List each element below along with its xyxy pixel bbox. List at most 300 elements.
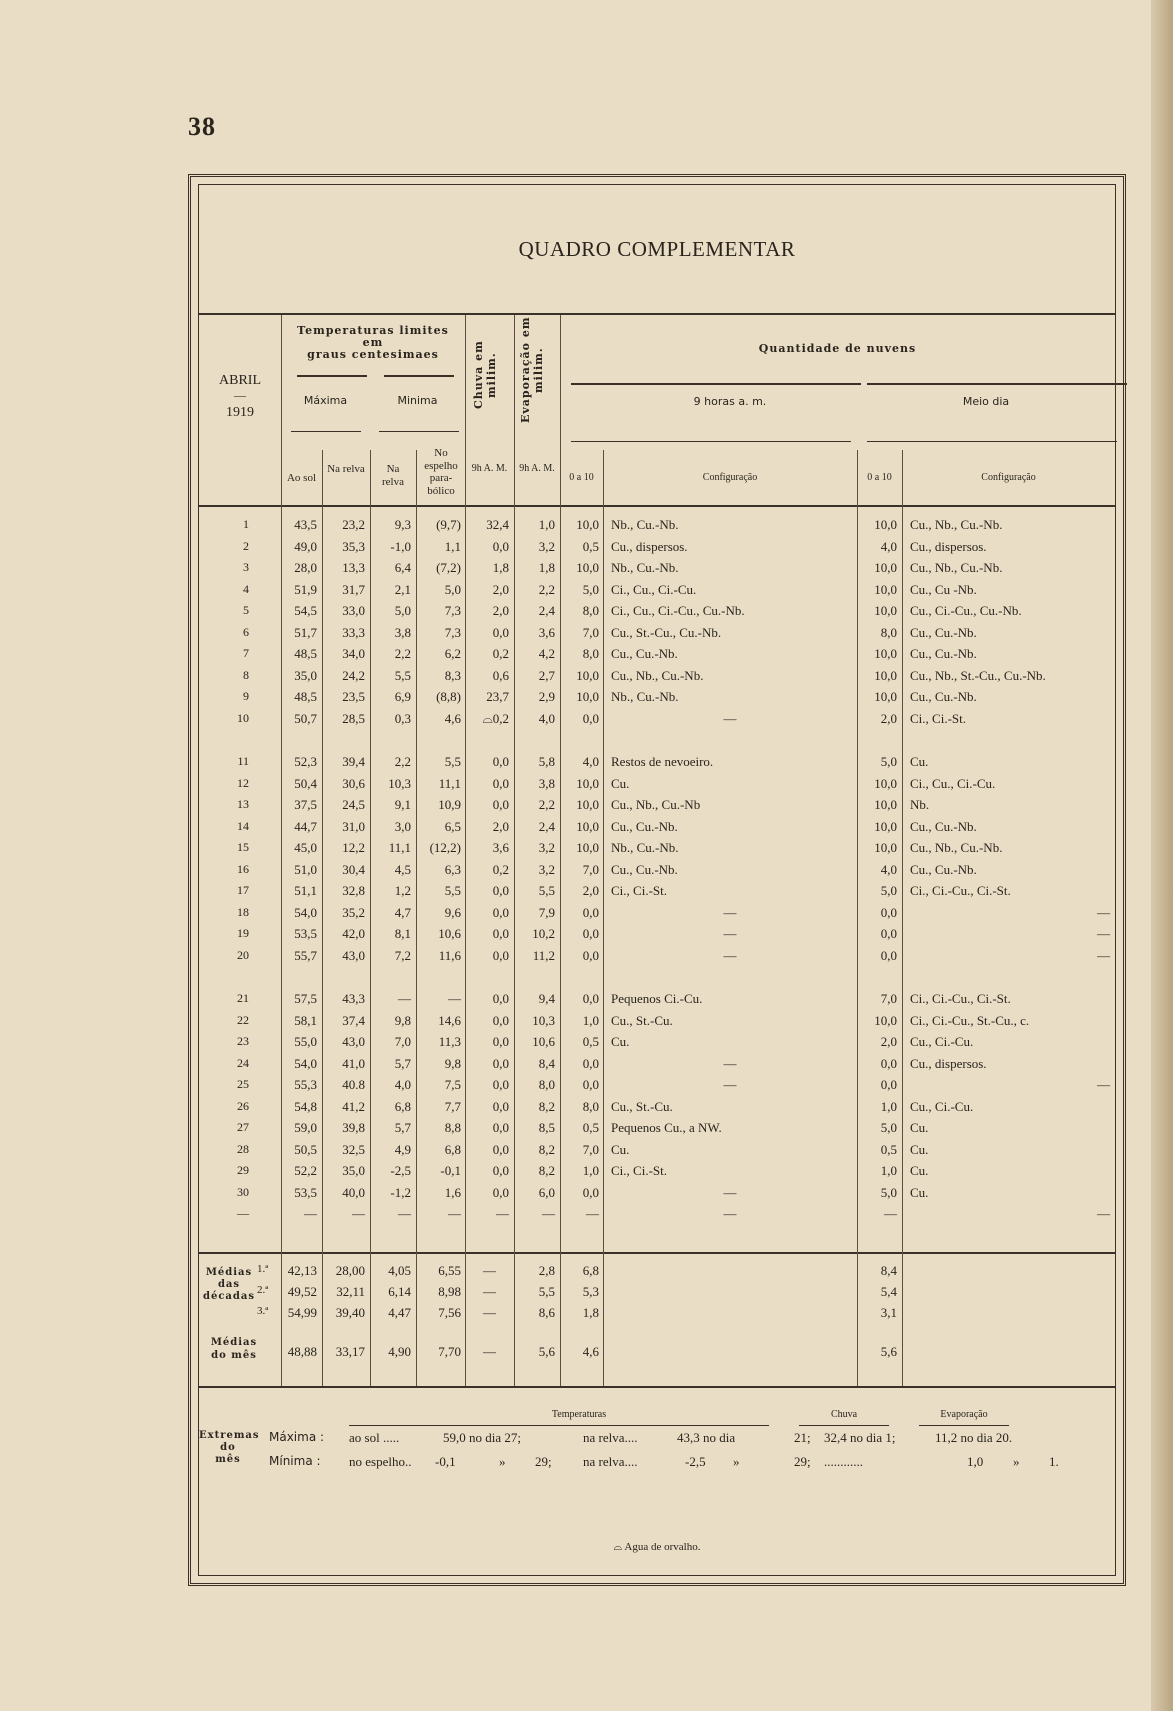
day-cell: 28 <box>237 1141 249 1156</box>
decada-min-relva: 4,47 <box>388 1305 411 1320</box>
evap-cell: 5,8 <box>538 754 555 769</box>
chuva-cell: 0,0 <box>492 904 509 920</box>
config-meio-dia-cell: Cu., Nb., Cu.-Nb. <box>910 840 1003 855</box>
nuvens-9h-cell: 10,0 <box>576 517 599 532</box>
min-espelho-cell: 8,3 <box>444 667 461 683</box>
nuvens-9h-cell: 0,5 <box>582 1034 599 1049</box>
day-cell: 27 <box>237 1120 249 1134</box>
config-meio-dia-cell: — <box>1097 904 1110 920</box>
evap-cell: 4,0 <box>538 710 555 726</box>
config-meio-dia-cell: Cu., Ci.-Cu., Cu.-Nb. <box>910 603 1022 618</box>
max-relva-cell: 37,4 <box>342 1012 365 1028</box>
evap-cell: 8,0 <box>538 1077 555 1092</box>
min-espelho-cell: 1,6 <box>444 1184 461 1200</box>
min-relva-cell: 8,1 <box>394 926 411 941</box>
extremas-min-chuva: ............ <box>824 1454 863 1469</box>
day-cell: 24 <box>237 1055 249 1070</box>
min-relva-cell: 5,0 <box>394 603 411 618</box>
max-relva-cell: 43,0 <box>342 947 365 963</box>
evap-cell: 7,9 <box>538 904 555 920</box>
maxima-header: Máxima <box>303 394 348 407</box>
chuva-cell: 0,0 <box>492 538 509 554</box>
max-relva-cell: 35,0 <box>342 1163 365 1178</box>
config-meio-dia-cell: Cu., Ci.-Cu. <box>910 1098 974 1114</box>
config-9h-cell: Cu. <box>611 775 630 791</box>
nuvens-meio-dia-cell: 0,0 <box>880 1077 897 1092</box>
min-espelho-cell: (12,2) <box>429 840 461 855</box>
min-espelho-cell: 7,7 <box>444 1098 461 1114</box>
min-relva-cell: -2,5 <box>390 1163 411 1178</box>
min-espelho-cell: 6,8 <box>444 1141 461 1157</box>
day-cell: 23 <box>237 1034 249 1048</box>
extremas-label-1: Extremas <box>199 1430 260 1441</box>
chuva-cell: 0,0 <box>492 775 509 791</box>
max-sol-cell: 53,5 <box>294 1184 317 1200</box>
max-relva-cell: 30,4 <box>342 861 365 877</box>
chuva-cell: 3,6 <box>492 840 509 855</box>
day-cell: 6 <box>243 624 249 639</box>
config-9h-cell: Cu., dispersos. <box>611 538 688 554</box>
wave-rule <box>349 1425 769 1426</box>
min-relva-cell: 9,1 <box>394 797 411 812</box>
nuvens-meio-dia-cell: 2,0 <box>880 1034 897 1049</box>
min-espelho-cell: 6,3 <box>444 861 461 877</box>
max-sol-cell: 54,5 <box>294 603 317 618</box>
min-relva-cell: 6,9 <box>394 689 411 704</box>
escala-1-header: 0 a 10 <box>569 472 594 483</box>
max-sol-cell: 54,0 <box>294 1055 317 1071</box>
nuvens-9h-cell: 10,0 <box>576 840 599 855</box>
chuva-cell: 0,0 <box>492 1012 509 1028</box>
config-9h-cell: Cu., St.-Cu., Cu.-Nb. <box>611 624 722 640</box>
evap-cell: 2,4 <box>538 818 555 834</box>
extremas-max-ao-sol-value: 59,0 no dia 27; <box>443 1430 521 1445</box>
header-bottom-rule <box>199 505 1115 507</box>
min-relva-cell: -1,0 <box>390 538 411 554</box>
day-cell: 19 <box>237 926 249 940</box>
config-9h-cell: Nb., Cu.-Nb. <box>611 840 679 855</box>
nuvens-9h-cell: 0,0 <box>582 947 599 963</box>
day-cell: 13 <box>237 797 249 811</box>
config-meio-dia-cell: — <box>1097 926 1110 941</box>
config-9h-cell: Pequenos Cu., a NW. <box>611 1120 722 1135</box>
nuvens-meio-dia-cell: 10,0 <box>874 775 897 791</box>
min-espelho-cell: (9,7) <box>436 517 461 532</box>
chuva-cell: 0,0 <box>492 1034 509 1049</box>
min-espelho-cell: 1,1 <box>444 538 461 554</box>
extremas-max-chuva: 32,4 no dia 1; <box>824 1430 896 1445</box>
max-sol-cell: — <box>304 1206 317 1221</box>
day-cell: 7 <box>243 646 249 660</box>
chuva-cell: 0,0 <box>492 624 509 640</box>
extremas-min-evap-day: 1. <box>1049 1454 1059 1469</box>
decada-chuva: — <box>483 1284 496 1299</box>
nuvens-9h-cell: 10,0 <box>576 818 599 834</box>
min-espelho-cell: -0,1 <box>440 1163 461 1178</box>
nuvens-meio-dia-cell: 10,0 <box>874 560 897 575</box>
day-cell: 2 <box>243 538 249 553</box>
config-meio-dia-cell: Cu. <box>910 754 929 769</box>
nuvens-meio-dia-cell: 10,0 <box>874 689 897 704</box>
chuva-cell: 0,0 <box>492 1120 509 1135</box>
nuvens-meio-dia-cell: 4,0 <box>880 538 897 554</box>
decada-min-espelho: 7,56 <box>438 1305 461 1320</box>
table-inner-frame <box>198 184 1116 1576</box>
min-relva-cell: 3,0 <box>394 818 411 834</box>
decada-chuva: — <box>483 1263 496 1278</box>
day-cell: 8 <box>243 667 249 682</box>
decadas-label-1: Médias <box>205 1267 253 1278</box>
evap-cell: 8,4 <box>538 1055 555 1071</box>
max-sol-cell: 55,3 <box>294 1077 317 1092</box>
max-sol-cell: 37,5 <box>294 797 317 812</box>
max-relva-cell: 40,0 <box>342 1184 365 1200</box>
mes-max-sol: 48,88 <box>287 1344 317 1359</box>
min-relva-cell: 9,8 <box>394 1012 411 1028</box>
max-relva-cell: 43,0 <box>342 1034 365 1049</box>
day-cell: 29 <box>237 1163 249 1177</box>
config-2-header: Configuração <box>981 472 1036 483</box>
wave-rule <box>867 441 1117 442</box>
nuvens-meio-dia-cell: 0,0 <box>880 1055 897 1071</box>
max-relva-cell: 30,6 <box>342 775 365 791</box>
nuvens-9h-cell: 10,0 <box>576 689 599 704</box>
espelho-header: No espelho para-bólico <box>424 447 458 497</box>
chuva-cell: 0,0 <box>492 1141 509 1157</box>
chuva-cell: 23,7 <box>486 689 509 704</box>
mes-chuva: — <box>483 1344 496 1359</box>
max-sol-cell: 51,0 <box>294 861 317 877</box>
decada-evap: 2,8 <box>538 1263 555 1278</box>
nuvens-9h-cell: 0,0 <box>582 1077 599 1092</box>
config-9h-cell: — <box>723 926 737 941</box>
extremas-min-relva-day: 29; <box>794 1454 811 1469</box>
config-meio-dia-cell: Cu., Nb., Cu.-Nb. <box>910 560 1003 575</box>
max-sol-cell: 53,5 <box>294 926 317 941</box>
chuva-cell: — <box>496 1206 509 1221</box>
min-relva-cell: 1,2 <box>394 883 411 898</box>
summary-rule <box>199 1252 1115 1254</box>
max-relva-cell: 33,3 <box>342 624 365 640</box>
day-cell: — <box>237 1206 249 1220</box>
chuva-cell: 0,6 <box>492 667 509 683</box>
extremas-maxima-label: Máxima : <box>269 1430 325 1444</box>
max-sol-cell: 51,7 <box>294 624 317 640</box>
nuvens-meio-dia-cell: 10,0 <box>874 797 897 812</box>
temp-group-line2: em <box>362 336 384 349</box>
evap-cell: 3,6 <box>538 624 555 640</box>
chuva-cell: 2,0 <box>492 818 509 834</box>
mes-nuvens-9h: 4,6 <box>582 1344 599 1359</box>
chuva-cell: 0,2 <box>492 861 509 877</box>
min-relva-cell: 5,7 <box>394 1120 411 1135</box>
chuva-header: Chuva em milim. <box>472 340 498 410</box>
min-relva-cell: 4,5 <box>394 861 411 877</box>
config-meio-dia-cell: Cu., Cu -Nb. <box>910 581 977 597</box>
decada-max-relva: 39,40 <box>335 1305 365 1320</box>
max-sol-cell: 59,0 <box>294 1120 317 1135</box>
evap-cell: 10,2 <box>532 926 555 941</box>
config-9h-cell: Ci., Ci.-St. <box>611 1163 667 1178</box>
chuva-cell: 0,0 <box>492 1077 509 1092</box>
evap-cell: 8,5 <box>538 1120 555 1135</box>
max-relva-cell: 35,3 <box>342 538 365 554</box>
config-9h-cell: Cu. <box>611 1034 630 1049</box>
extremas-min-espelho: no espelho.. <box>349 1454 412 1469</box>
min-espelho-cell: 7,3 <box>444 603 461 618</box>
nuvens-meio-dia-cell: 5,0 <box>880 1184 897 1200</box>
nuvens-9h-cell: 10,0 <box>576 797 599 812</box>
evap-cell: 3,2 <box>538 840 555 855</box>
evap-cell: 3,2 <box>538 861 555 877</box>
evap-cell: 2,7 <box>538 667 555 683</box>
min-relva-cell: 6,4 <box>394 560 411 575</box>
nuvens-meio-dia-cell: 0,0 <box>880 904 897 920</box>
max-relva-cell: 32,8 <box>342 883 365 898</box>
wave-rule <box>867 383 1127 385</box>
chuva-cell: 0,0 <box>492 991 509 1006</box>
max-relva-cell: 23,2 <box>342 517 365 532</box>
config-9h-cell: — <box>723 1055 737 1071</box>
na-relva-min-header: Na relva <box>382 463 404 488</box>
max-sol-cell: 52,3 <box>294 754 317 769</box>
max-relva-cell: 12,2 <box>342 840 365 855</box>
day-cell: 15 <box>237 840 249 854</box>
evap-cell: 4,2 <box>538 646 555 661</box>
day-cell: 16 <box>237 861 249 876</box>
max-relva-cell: 43,3 <box>342 991 365 1006</box>
config-meio-dia-cell: Ci., Ci.-St. <box>910 710 966 726</box>
evap-cell: 10,3 <box>532 1012 555 1028</box>
day-cell: 14 <box>237 818 249 833</box>
nuvens-meio-dia-cell: 5,0 <box>880 883 897 898</box>
nuvens-meio-dia-cell: 10,0 <box>874 581 897 597</box>
nuvens-meio-dia-cell: — <box>884 1206 897 1221</box>
chuva-cell: 0,0 <box>492 1098 509 1114</box>
chuva-cell: 0,0 <box>492 754 509 769</box>
config-9h-cell: — <box>723 710 737 726</box>
config-9h-cell: Cu., Cu.-Nb. <box>611 646 678 661</box>
config-9h-cell: Nb., Cu.-Nb. <box>611 517 679 532</box>
min-relva-cell: 5,7 <box>394 1055 411 1071</box>
config-meio-dia-cell: Cu., dispersos. <box>910 538 987 554</box>
max-relva-cell: 24,2 <box>342 667 365 683</box>
decada-min-espelho: 8,98 <box>438 1284 461 1299</box>
min-relva-cell: 3,8 <box>394 624 411 640</box>
config-meio-dia-cell: Cu., Cu.-Nb. <box>910 818 977 834</box>
max-relva-cell: — <box>352 1206 365 1221</box>
nuvens-meio-dia-cell: 1,0 <box>880 1163 897 1178</box>
min-espelho-cell: — <box>448 1206 461 1221</box>
table-frame <box>188 174 1126 1586</box>
chuva-cell: 32,4 <box>486 517 509 532</box>
min-espelho-cell: 5,0 <box>444 581 461 597</box>
decada-nuvens-meio-dia: 3,1 <box>880 1305 897 1320</box>
nuvens-meio-dia-cell: 0,5 <box>880 1141 897 1157</box>
min-espelho-cell: 11,1 <box>438 775 461 791</box>
wave-rule <box>799 1425 889 1426</box>
nuvens-9h-cell: 0,0 <box>582 1184 599 1200</box>
decada-max-relva: 32,11 <box>336 1284 365 1299</box>
page-title: QUADRO COMPLEMENTAR <box>518 237 796 261</box>
evap-sub: 9h A. M. <box>519 463 555 474</box>
config-9h-cell: — <box>723 1206 737 1221</box>
evap-cell: 1,8 <box>538 560 555 575</box>
extremas-minima-label: Mínima : <box>269 1454 321 1468</box>
max-sol-cell: 51,1 <box>294 883 317 898</box>
min-relva-cell: 7,2 <box>394 947 411 963</box>
nuvens-meio-dia-cell: 5,0 <box>880 754 897 769</box>
nuvens-meio-dia-cell: 10,0 <box>874 603 897 618</box>
nuvens-9h-cell: 0,0 <box>582 1055 599 1071</box>
config-meio-dia-cell: — <box>1097 947 1110 963</box>
day-cell: 22 <box>237 1012 249 1027</box>
min-relva-cell: — <box>398 991 411 1006</box>
config-9h-cell: Restos de nevoeiro. <box>611 754 714 769</box>
na-relva-header: Na relva <box>327 463 365 475</box>
nuvens-9h-cell: 0,0 <box>582 710 599 726</box>
day-cell: 25 <box>237 1077 249 1091</box>
nuvens-meio-dia-cell: 1,0 <box>880 1098 897 1114</box>
nuvens-9h-cell: — <box>586 1206 599 1221</box>
extremes-rule <box>199 1386 1115 1388</box>
wave-rule <box>571 383 861 385</box>
max-relva-cell: 13,3 <box>342 560 365 575</box>
decada-evap: 5,5 <box>538 1284 555 1299</box>
config-meio-dia-cell: Cu. <box>910 1163 929 1178</box>
nuvens-meio-dia-cell: 4,0 <box>880 861 897 877</box>
day-cell: 5 <box>243 603 249 617</box>
max-sol-cell: 58,1 <box>294 1012 317 1028</box>
day-cell: 30 <box>237 1184 249 1199</box>
nuvens-header: Quantidade de nuvens <box>758 342 917 355</box>
day-cell: 18 <box>237 904 249 919</box>
mes-label-1: Médias <box>210 1337 258 1348</box>
nuvens-9h-cell: 8,0 <box>582 646 599 661</box>
max-relva-cell: 42,0 <box>342 926 365 941</box>
max-relva-cell: 23,5 <box>342 689 365 704</box>
min-relva-cell: 0,3 <box>394 710 411 726</box>
nuvens-9h-cell: 5,0 <box>582 581 599 597</box>
min-espelho-cell: — <box>448 991 461 1006</box>
config-meio-dia-cell: Cu., Cu.-Nb. <box>910 624 977 640</box>
decada-number: 3.ª <box>257 1305 269 1317</box>
config-1-header: Configuração <box>702 472 758 483</box>
nuvens-9h-cell: 10,0 <box>576 667 599 683</box>
decada-chuva: — <box>483 1305 496 1320</box>
extremas-label-2: do <box>220 1442 236 1453</box>
evap-cell: 11,2 <box>532 947 555 963</box>
wave-rule <box>384 375 454 377</box>
chuva-sub: 9h A. M. <box>471 463 508 474</box>
nuvens-9h-cell: 7,0 <box>582 624 599 640</box>
page-edge <box>1151 0 1173 1711</box>
min-espelho-cell: 14,6 <box>438 1012 461 1028</box>
nuvens-9h-cell: 4,0 <box>582 754 599 769</box>
max-relva-cell: 28,5 <box>342 710 365 726</box>
chuva-cell: 0,0 <box>492 797 509 812</box>
decada-max-sol: 49,52 <box>287 1284 317 1299</box>
decada-nuvens-meio-dia: 8,4 <box>880 1263 897 1278</box>
max-sol-cell: 45,0 <box>294 840 317 855</box>
min-espelho-cell: 11,3 <box>438 1034 461 1049</box>
min-espelho-cell: 8,8 <box>444 1120 461 1135</box>
config-9h-cell: Cu., Cu.-Nb. <box>611 818 678 834</box>
min-espelho-cell: 5,5 <box>444 754 461 769</box>
extremas-min-espelho-value: -0,1 <box>435 1454 456 1469</box>
ao-sol-header: Ao sol <box>286 472 317 484</box>
min-relva-cell: 5,5 <box>394 667 411 683</box>
evap-cell: 9,4 <box>538 991 555 1006</box>
max-sol-cell: 50,7 <box>294 710 317 726</box>
config-meio-dia-cell: Cu. <box>910 1120 929 1135</box>
evap-cell: 2,2 <box>538 581 555 597</box>
config-9h-cell: Pequenos Ci.-Cu. <box>611 991 703 1006</box>
nuvens-9h-cell: 7,0 <box>582 1141 599 1157</box>
nuvens-meio-dia-cell: 10,0 <box>874 517 897 532</box>
nuvens-meio-dia-cell: 8,0 <box>880 624 897 640</box>
minima-header: Minima <box>397 394 438 407</box>
min-relva-cell: 4,7 <box>394 904 411 920</box>
config-meio-dia-cell: Cu., Nb., St.-Cu., Cu.-Nb. <box>910 667 1046 683</box>
config-meio-dia-cell: — <box>1097 1206 1110 1221</box>
max-sol-cell: 50,5 <box>294 1141 317 1157</box>
evap-cell: 8,2 <box>538 1098 555 1114</box>
extremas-chuva-header: Chuva <box>830 1409 858 1420</box>
config-9h-cell: — <box>723 904 737 920</box>
mes-min-espelho: 7,70 <box>438 1344 461 1359</box>
extremas-min-evap-value: 1,0 <box>967 1454 984 1469</box>
min-relva-cell: 10,3 <box>388 775 411 791</box>
max-relva-cell: 41,2 <box>342 1098 365 1114</box>
config-meio-dia-cell: Cu., Cu.-Nb. <box>910 689 977 704</box>
escala-2-header: 0 a 10 <box>867 472 892 483</box>
max-sol-cell: 48,5 <box>294 646 317 661</box>
min-relva-cell: 7,0 <box>394 1034 411 1049</box>
config-meio-dia-cell: Cu., Nb., Cu.-Nb. <box>910 517 1003 532</box>
evap-cell: 8,2 <box>538 1163 555 1178</box>
config-meio-dia-cell: — <box>1097 1077 1110 1092</box>
max-relva-cell: 31,0 <box>342 818 365 834</box>
min-espelho-cell: 10,9 <box>438 797 461 812</box>
year-label: 1919 <box>226 405 254 420</box>
chuva-cell: 0,0 <box>492 926 509 941</box>
min-espelho-cell: 11,6 <box>438 947 461 963</box>
decada-nuvens-meio-dia: 5,4 <box>880 1284 897 1299</box>
day-cell: 1 <box>243 517 249 531</box>
nuvens-meio-dia-cell: 10,0 <box>874 818 897 834</box>
evap-cell: 3,8 <box>538 775 555 791</box>
config-meio-dia-cell: Cu. <box>910 1141 929 1157</box>
config-9h-cell: Nb., Cu.-Nb. <box>611 689 679 704</box>
min-relva-cell: 11,1 <box>388 840 411 855</box>
max-sol-cell: 49,0 <box>294 538 317 554</box>
evap-cell: 5,5 <box>538 883 555 898</box>
max-relva-cell: 31,7 <box>342 581 365 597</box>
nuvens-9h-cell: 7,0 <box>582 861 599 877</box>
month-dash: — <box>234 388 246 402</box>
config-meio-dia-cell: Cu., Cu.-Nb. <box>910 861 977 877</box>
day-cell: 26 <box>237 1098 249 1113</box>
max-sol-cell: 44,7 <box>294 818 317 834</box>
chuva-cell: 1,8 <box>492 560 509 575</box>
max-sol-cell: 52,2 <box>294 1163 317 1178</box>
min-espelho-cell: 10,6 <box>438 926 461 941</box>
max-sol-cell: 28,0 <box>294 560 317 575</box>
extremas-label-3: mês <box>215 1454 241 1465</box>
nuvens-9h-cell: 0,5 <box>582 538 599 554</box>
config-meio-dia-cell: Nb. <box>910 797 930 812</box>
